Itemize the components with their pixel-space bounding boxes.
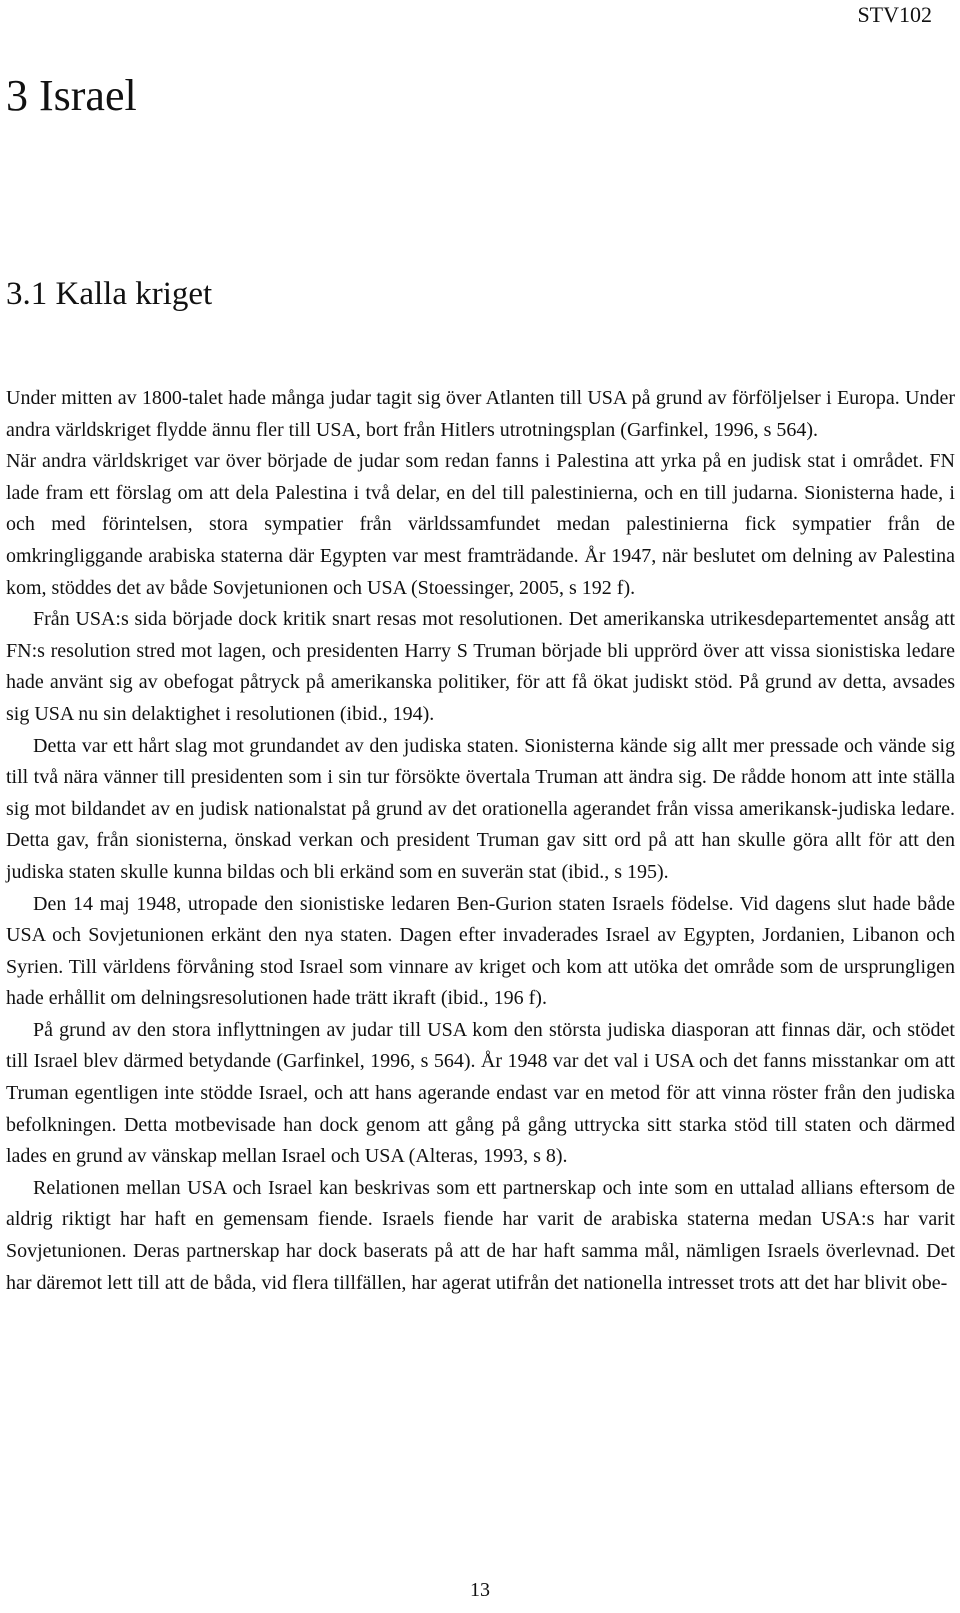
paragraph: Den 14 maj 1948, utropade den sionistiske ledaren Ben-Gurion staten Israels födelse. Vid dagens slut hade både USA och Sovjetunionen erkänt den nya staten. Dagen efter invaderades Israel av Egypten, Jordanien, Libanon och Syrien. Till världens förvåning stod Israel som vinnare av kriget och kom att utöka det område som de ursprungligen hade erhållit om delningsresolutionen hade trätt ikraft (ibid., 196 f). (6, 892, 955, 1010)
chapter-heading: 3 Israel (6, 71, 137, 120)
course-code: STV102 (857, 2, 932, 27)
section-heading: 3.1 Kalla kriget (6, 276, 213, 312)
paragraph: På grund av den stora inflyttningen av judar till USA kom den största judiska diasporan att finnas där, och stödet till Israel blev därmed betydande (Garfinkel, 1996, s 564). År 1948 var det val i USA och det fanns misstankar om att Truman egentligen inte stödde Israel, och att hans agerande endast var en metod för att vinna röster från den judiska befolkningen. Detta motbevisade han dock genom att gång på gång uttrycka sitt starka stöd till staten och därmed lades en grund av vänskap mellan Israel och USA (Alteras, 1993, s 8). (6, 1018, 955, 1168)
paragraph: Från USA:s sida började dock kritik snart resas mot resolutionen. Det amerikanska utrikesdepartementet ansåg att FN:s resolution stred mot lagen, och presidenten Harry S Truman började bli upprörd över att vissa sionistiska ledare hade använt sig av obefogat påtryck på amerikanska politiker, för att få ökat judiskt stöd. På grund av detta, avsades sig USA nu sin delaktighet i resolutionen (ibid., 194). (6, 608, 955, 725)
paragraph: Detta var ett hårt slag mot grundandet av den judiska staten. Sionisterna kände sig allt mer pressade och vände sig till två nära vänner till presidenten som i sin tur försökte övertala Truman att ändra sig. De rådde honom att inte ställa sig mot bildandet av en judisk nationalstat på grund av det orationella agerandet från vissa amerikansk-judiska ledare. Detta gav, från sionisterna, önskad verkan och president Truman gav sitt ord på att han skulle göra allt för att den judiska staten skulle kunna bildas och bli erkänd som en suverän stat (ibid., s 195). (6, 734, 955, 883)
paragraph: Relationen mellan USA och Israel kan beskrivas som ett partnerskap och inte som en uttalad allians eftersom de aldrig riktigt har haft en gemensam fiende. Israels fiende har varit de arabiska staterna medan USA:s har varit Sovjetunionen. Deras partnerskap har dock baserats på att de har haft samma mål, nämligen Israels överlevnad. Det har däremot lett till att de båda, vid flera tillfällen, har agerat utifrån det nationella intresset trots att det har blivit obe- (6, 1176, 955, 1294)
page-number: 13 (470, 1579, 490, 1601)
paragraph: Under mitten av 1800-talet hade många judar tagit sig över Atlanten till USA på grund av förföljelser i Europa. Under andra världskriget flydde ännu fler till USA, bort från Hitlers utrotningsplan (Garfinkel, 1996, s 564). (6, 387, 955, 441)
paragraph: När andra världskriget var över började de judar som redan fanns i Palestina att yrka på en judisk stat i området. FN lade fram ett förslag om att dela Palestina i två delar, en del till palestinierna, och en till judarna. Sionisterna hade, i och med förintelsen, stora sympatier från världssamfundet medan palestinierna fick sympatier från de omkringliggande arabiska staterna där Egypten var mest framträdande. År 1947, när beslutet om delning av Palestina kom, stöddes det av både Sovjetunionen och USA (Stoessinger, 2005, s 192 f). (6, 450, 955, 599)
body-text (6, 383, 955, 1299)
